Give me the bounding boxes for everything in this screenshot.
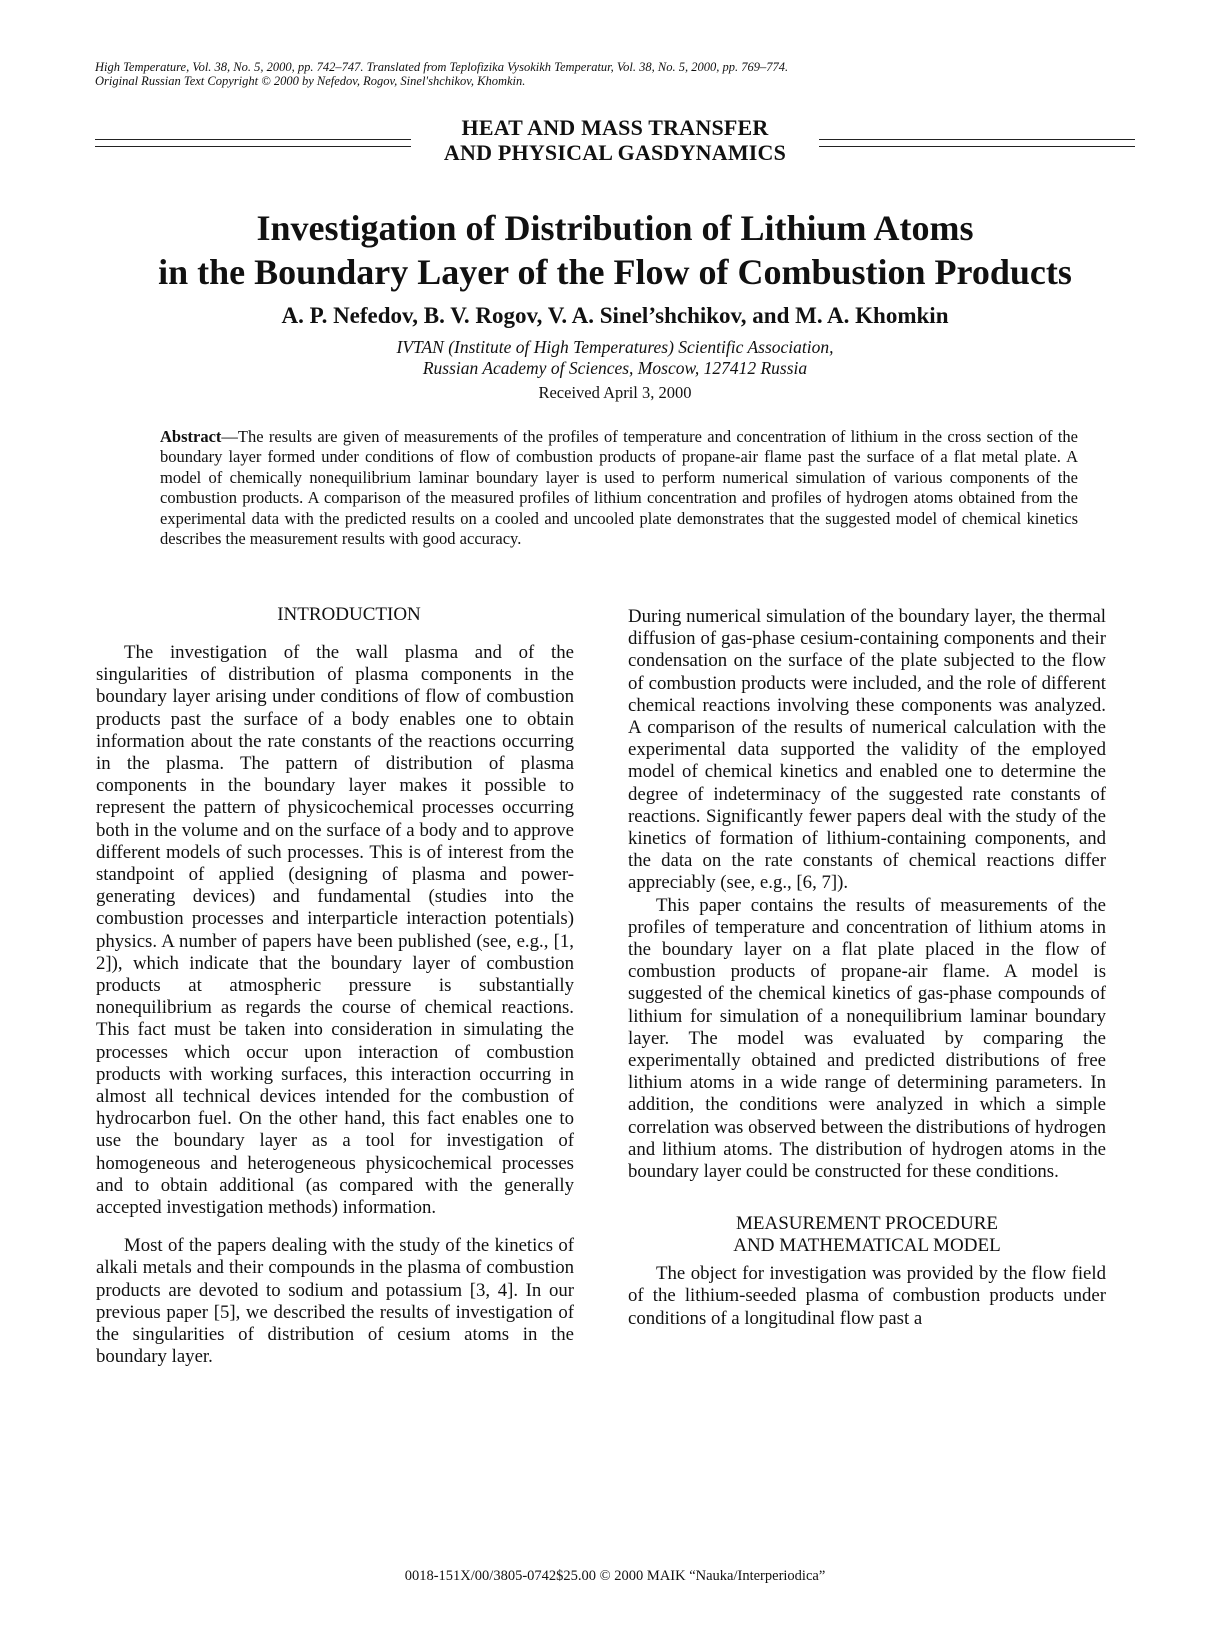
paper-title	[95, 206, 1135, 294]
affiliation-line-1: IVTAN (Institute of High Temperatures) Scientific Association,	[396, 337, 834, 357]
measurement-heading	[628, 1213, 1106, 1257]
abstract-text: —The results are given of measurements of the profiles of temperature and concentration of lithium in the cross section of the boundary layer formed under conditions of flow of combustion products of propane-air flame past the surface of a flat metal plate. A model of chemically nonequilibrium laminar boundary layer is used to perform numerical simulation of various components of the combustion products. A comparison of the measured profiles of lithium concentration and profiles of hydrogen atoms obtained from the experimental data with the predicted results on a cooled and uncooled plate demonstrates that the suggested model of chemical kinetics describes the measurement results with good accuracy.	[160, 427, 1078, 549]
section-banner-title	[411, 115, 819, 165]
section-banner-line-1: HEAT AND MASS TRANSFER	[461, 115, 769, 140]
right-paragraph-1: During numerical simulation of the boundary layer, the thermal diffusion of gas-phase cesium-containing components and their condensation on the surface of the plate subjected to the flow of combustion products were included, and the role of different chemical reactions involving these components was analyzed. A comparison of the results of numerical calculation with the experimental data supported the validity of the employed model of chemical kinetics and enabled one to determine the degree of indeterminacy of the suggested rate constants of reactions. Significantly fewer papers deal with the study of the kinetics of formation of lithium-containing components, and the data on the rate constants of chemical reactions differ appreciably (see, e.g., [6, 7]).	[628, 606, 1106, 894]
banner-rule-right	[819, 139, 1135, 147]
received-date: Received April 3, 2000	[538, 383, 692, 402]
left-column	[96, 604, 574, 1369]
affiliation	[95, 337, 1135, 379]
intro-paragraph-1: The investigation of the wall plasma and of the singularities of distribution of plasma components in the boundary layer arising under conditions of flow of combustion products past the surface of a body enables one to obtain information about the rate constants of the reactions occurring in the plasma. The pattern of distribution of plasma components in the boundary layer makes it possible to represent the pattern of physicochemical processes occurring both in the volume and on the surface of a body and to approve different models of such processes. This is of interest from the standpoint of applied (designing of plasma and power-generating devices) and fundamental (studies into the combustion processes and interparticle interaction potentials) physics. A number of papers have been published (see, e.g., [1, 2]), which indicate that the boundary layer of combustion products at atmospheric pressure is substantially nonequilibrium as regards the course of chemical reactions. This fact must be taken into consideration in simulating the processes which occur upon interaction of combustion products with working surfaces, this interaction occurring in almost all technical devices intended for the combustion of hydrocarbon fuel. On the other hand, this fact enables one to use the boundary layer as a tool for investigation of homogeneous and heterogeneous physicochemical processes and to obtain additional (as compared with the generally accepted investigation methods) information.	[96, 642, 574, 1219]
section-banner-line-2: AND PHYSICAL GASDYNAMICS	[443, 140, 787, 165]
abstract	[160, 427, 1078, 549]
measurement-heading-line-2: AND MATHEMATICAL MODEL	[733, 1235, 1001, 1257]
right-paragraph-2: This paper contains the results of measurements of the profiles of temperature and concentration of lithium atoms in the boundary layer on a flat plate placed in the flow of combustion products of propane-air flame. A model is suggested of the chemical kinetics of gas-phase compounds of lithium for simulation of a nonequilibrium laminar boundary layer. The model was evaluated by comparing the experimentally obtained and predicted distributions of free lithium atoms in a wide range of determining parameters. In addition, the conditions were analyzed in which a simple correlation was observed between the distributions of hydrogen and lithium atoms. The distribution of hydrogen atoms in the boundary layer could be constructed for these conditions.	[628, 894, 1106, 1183]
authors: A. P. Nefedov, B. V. Rogov, V. A. Sinel’shchikov, and M. A. Khomkin	[281, 303, 949, 328]
intro-paragraph-2: Most of the papers dealing with the study of the kinetics of alkali metals and their compounds in the plasma of combustion products are devoted to sodium and potassium [3, 4]. In our previous paper [5], we described the results of investigation of the singularities of distribution of cesium atoms in the boundary layer.	[96, 1235, 574, 1368]
title-line-2: in the Boundary Layer of the Flow of Combustion Products	[158, 252, 1072, 292]
citation-line-1: High Temperature, Vol. 38, No. 5, 2000, pp. 742–747. Translated from Teplofizika Vysokikh Temperatur, Vol. 38, No. 5, 2000, pp. 769–774.	[95, 60, 789, 74]
measurement-heading-line-1: MEASUREMENT PROCEDURE	[736, 1213, 998, 1235]
banner-rule-left	[95, 139, 411, 147]
affiliation-line-2: Russian Academy of Sciences, Moscow, 127412 Russia	[422, 358, 808, 378]
citation-line-2: Original Russian Text Copyright © 2000 by Nefedov, Rogov, Sinel'shchikov, Khomkin.	[95, 74, 526, 88]
title-line-1: Investigation of Distribution of Lithium Atoms	[256, 208, 974, 248]
section-banner	[95, 115, 1135, 171]
abstract-label: Abstract	[160, 427, 222, 446]
copyright-footer: 0018-151X/00/3805-0742$25.00 © 2000 MAIK “Nauka/Interperiodica”	[404, 1568, 826, 1584]
introduction-heading: INTRODUCTION	[277, 604, 421, 625]
right-column	[628, 606, 1106, 1330]
right-paragraph-3: The object for investigation was provided by the flow field of the lithium-seeded plasma of combustion products under conditions of a longitudinal flow past a	[628, 1263, 1106, 1329]
journal-citation-header	[95, 60, 1135, 88]
